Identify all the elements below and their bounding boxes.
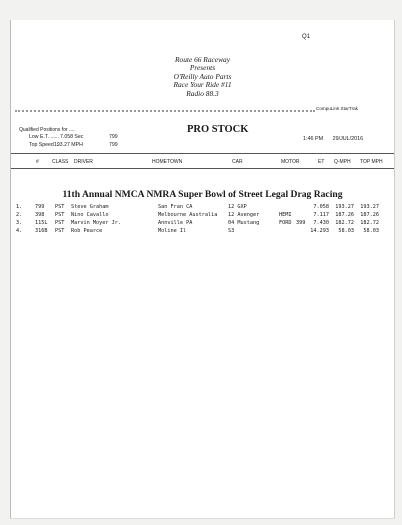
row-pos: 2. [16, 212, 23, 218]
qualified-label: Qualified Positions for .... [19, 127, 75, 133]
row-driver: Nino Cavallo [71, 212, 109, 218]
print-timestamp [303, 136, 363, 142]
top-speed-car: 799 [109, 142, 118, 148]
row-hometown: Melbourne Australia [158, 212, 218, 218]
row-class: PST [55, 212, 65, 218]
table-row [11, 204, 394, 212]
dotted-divider [15, 110, 315, 112]
print-date: 29/JUL/2016 [332, 136, 364, 142]
header-line-venue: Route 66 Raceway [174, 55, 230, 64]
row-pos: 1. [16, 204, 23, 210]
page-id: Q1 [302, 34, 311, 40]
row-hometown: Moline Il [158, 228, 187, 234]
event-header [11, 56, 394, 98]
row-car: 12 Avenger [228, 212, 260, 218]
col-qmph: Q-MPH [334, 159, 351, 165]
row-qmph: 193.27 [335, 204, 354, 210]
row-hometown: San Fran CA [158, 204, 193, 210]
results-sheet [10, 20, 395, 519]
row-et: 7.058 [313, 204, 329, 210]
header-line-sponsor: O'Reilly Auto Parts [173, 71, 232, 81]
col-et: ET [318, 159, 325, 165]
col-hometown: HOMETOWN [152, 159, 183, 165]
row-car: 04 Mustang [228, 220, 260, 226]
row-car: S3 [228, 228, 235, 234]
top-speed-label: Top Speed ... [29, 142, 60, 148]
event-title: 11th Annual NMCA NMRA Super Bowl of Street Legal Drag Racing [62, 189, 343, 200]
row-car-number: 316B [35, 228, 48, 234]
col-motor: MOTOR [281, 159, 300, 165]
row-driver: Marvin Moyer Jr. [71, 220, 121, 226]
table-row [11, 212, 394, 220]
row-top-mph: 187.26 [360, 212, 379, 218]
col-top-mph: TOP MPH [360, 159, 383, 165]
row-qmph: 58.03 [338, 228, 354, 234]
col-car: CAR [232, 159, 243, 165]
row-qmph: 187.26 [335, 212, 354, 218]
row-car: 12 GXP [228, 204, 247, 210]
results-table [11, 204, 394, 244]
row-motor: HEMI [279, 212, 292, 218]
table-row [11, 220, 394, 228]
row-et: 7.430 [313, 220, 329, 226]
row-top-mph: 58.03 [363, 228, 379, 234]
row-class: PST [55, 204, 65, 210]
print-time: 1:46 PM [303, 136, 324, 142]
row-car-number: 398 [35, 212, 45, 218]
low-et-label: Low E.T. ...... [29, 134, 59, 140]
col-driver: DRIVER [74, 159, 93, 165]
header-line-presents: Presents [189, 63, 216, 73]
header-rule-bottom [11, 168, 394, 169]
row-pos: 3. [16, 220, 23, 226]
row-et: 7.117 [313, 212, 329, 218]
row-top-mph: 193.27 [360, 204, 379, 210]
row-hometown: Annville PA [158, 220, 193, 226]
row-car-number: 799 [35, 204, 45, 210]
row-motor-size: 399 [296, 220, 306, 226]
header-line-race-name: Race Your Ride #11 [173, 80, 232, 90]
table-row [11, 228, 394, 236]
software-credit: CompuLink StarTrak [316, 106, 358, 111]
header-line-radio: Radio 88.3 [186, 88, 219, 98]
row-driver: Rob Pearce [71, 228, 103, 234]
row-class: PST [55, 228, 65, 234]
row-et: 14.293 [310, 228, 329, 234]
row-car-number: 115L [35, 220, 48, 226]
low-et-car: 799 [109, 134, 118, 140]
header-rule-top [11, 153, 394, 154]
row-driver: Steve Graham [71, 204, 109, 210]
row-motor: FORD [279, 220, 292, 226]
class-title: PRO STOCK [187, 124, 249, 135]
top-speed-value: 193.27 MPH [54, 142, 83, 148]
low-et-value: 7.058 Sec [60, 134, 84, 140]
row-class: PST [55, 220, 65, 226]
row-qmph: 182.72 [335, 220, 354, 226]
row-pos: 4. [16, 228, 23, 234]
col-class: CLASS [52, 159, 69, 165]
col-pos: # [36, 159, 39, 165]
row-top-mph: 182.72 [360, 220, 379, 226]
